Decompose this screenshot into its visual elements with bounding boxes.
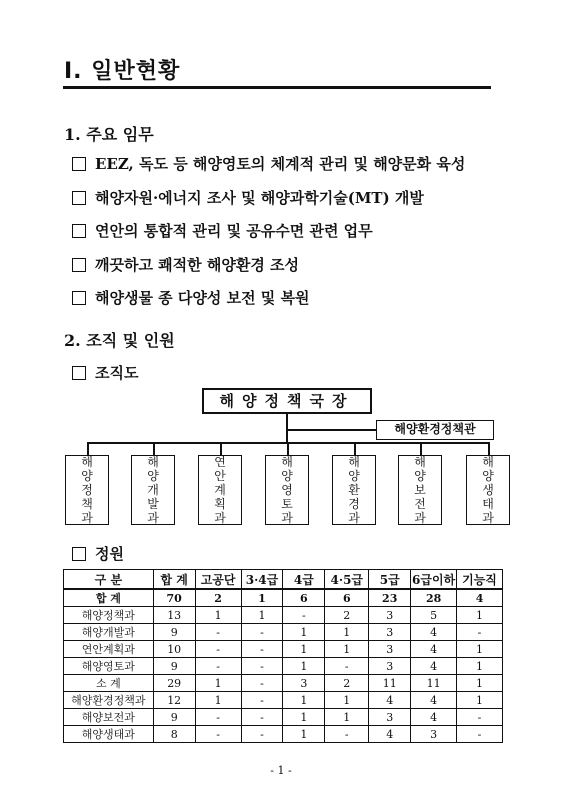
table-cell: - xyxy=(325,658,369,675)
table-header-row xyxy=(64,570,503,590)
table-cell: 5급 xyxy=(369,570,411,590)
table-cell: 4 xyxy=(411,709,457,726)
division-char: 해 xyxy=(414,455,426,469)
table-cell: 10 xyxy=(153,641,195,658)
table-cell: 11 xyxy=(411,675,457,692)
division-char: 과 xyxy=(414,511,426,525)
org-line xyxy=(87,442,490,444)
table-cell: 3 xyxy=(369,624,411,641)
table-cell: 기능직 xyxy=(457,570,503,590)
page-number: - 1 - xyxy=(270,764,292,777)
table-cell: 3 xyxy=(369,658,411,675)
division-char: 양 xyxy=(281,469,293,483)
staff-table xyxy=(63,569,503,743)
table-cell: 합 계 xyxy=(153,570,195,590)
table-cell: 11 xyxy=(369,675,411,692)
division-char: 과 xyxy=(482,511,494,525)
division-char: 과 xyxy=(81,511,93,525)
table-cell: - xyxy=(241,675,283,692)
table-cell: - xyxy=(195,624,241,641)
table-cell: 1 xyxy=(241,607,283,624)
table-row xyxy=(64,726,503,743)
table-cell: - xyxy=(195,658,241,675)
table-cell: 1 xyxy=(457,692,503,709)
division-char: 해 xyxy=(482,455,494,469)
org-division-box xyxy=(265,455,309,525)
table-cell: 2 xyxy=(325,607,369,624)
table-cell: - xyxy=(241,658,283,675)
table-cell: 소 계 xyxy=(64,675,154,692)
table-row xyxy=(64,709,503,726)
org-division-box xyxy=(131,455,175,525)
page-heading: Ⅰ. 일반현황 xyxy=(64,59,181,84)
division-char: 개 xyxy=(147,483,159,497)
table-cell: 해양보전과 xyxy=(64,709,154,726)
table-cell: 4 xyxy=(411,641,457,658)
table-cell: 1 xyxy=(283,624,325,641)
table-cell: 4 xyxy=(457,589,503,607)
table-cell: 1 xyxy=(325,692,369,709)
division-char: 양 xyxy=(482,469,494,483)
table-cell: 9 xyxy=(153,624,195,641)
table-cell: 1 xyxy=(195,607,241,624)
org-division-box xyxy=(332,455,376,525)
section-1-title: 1. 주요 임무 xyxy=(64,125,154,144)
mission-item-5: 해양생물 종 다양성 보전 및 복원 xyxy=(72,287,309,308)
checkbox-icon xyxy=(72,291,86,305)
table-cell: 70 xyxy=(153,589,195,607)
division-char: 계 xyxy=(214,483,226,497)
table-cell: 해양개발과 xyxy=(64,624,154,641)
mission-item-4: 깨끗하고 쾌적한 해양환경 조성 xyxy=(72,254,299,275)
division-char: 생 xyxy=(482,483,494,497)
table-cell: 9 xyxy=(153,709,195,726)
table-cell: 13 xyxy=(153,607,195,624)
table-cell: 1 xyxy=(283,692,325,709)
mission-item-3: 연안의 통합적 관리 및 공유수면 관련 업무 xyxy=(72,220,373,241)
table-cell: 해양생태과 xyxy=(64,726,154,743)
table-cell: 해양정책과 xyxy=(64,607,154,624)
division-char: 정 xyxy=(81,483,93,497)
table-cell: 1 xyxy=(457,658,503,675)
org-line xyxy=(488,442,490,455)
division-char: 과 xyxy=(348,511,360,525)
table-cell: 1 xyxy=(241,589,283,607)
org-division-box xyxy=(65,455,109,525)
table-cell: 해양환경정책과 xyxy=(64,692,154,709)
division-char: 연 xyxy=(214,455,226,469)
table-cell: - xyxy=(195,641,241,658)
division-char: 보 xyxy=(414,483,426,497)
division-char: 태 xyxy=(482,497,494,511)
division-char: 책 xyxy=(81,497,93,511)
section-2-title: 2. 조직 및 인원 xyxy=(64,331,175,350)
table-cell: 1 xyxy=(457,675,503,692)
division-char: 해 xyxy=(348,455,360,469)
table-cell: 해양영토과 xyxy=(64,658,154,675)
division-char: 영 xyxy=(281,483,293,497)
table-row xyxy=(64,641,503,658)
division-char: 양 xyxy=(81,469,93,483)
table-cell: - xyxy=(241,624,283,641)
table-cell: 2 xyxy=(325,675,369,692)
table-cell: 1 xyxy=(283,641,325,658)
division-char: 전 xyxy=(414,497,426,511)
org-division-box xyxy=(466,455,510,525)
table-cell: 3·4급 xyxy=(241,570,283,590)
staff-label: 정원 xyxy=(72,543,124,564)
org-line xyxy=(87,442,89,455)
table-cell: 8 xyxy=(153,726,195,743)
table-cell: 1 xyxy=(283,726,325,743)
division-char: 양 xyxy=(348,469,360,483)
table-cell: - xyxy=(241,709,283,726)
checkbox-icon xyxy=(72,258,86,272)
org-division-box xyxy=(198,455,242,525)
org-line xyxy=(153,442,155,455)
table-cell: 9 xyxy=(153,658,195,675)
table-cell: 합 계 xyxy=(64,589,154,607)
org-line xyxy=(286,429,378,431)
table-cell: 3 xyxy=(411,726,457,743)
checkbox-icon xyxy=(72,191,86,205)
table-cell: 6급이하 xyxy=(411,570,457,590)
checkbox-icon xyxy=(72,547,86,561)
table-cell: 고공단 xyxy=(195,570,241,590)
checkbox-icon xyxy=(72,366,86,380)
table-cell: 6 xyxy=(283,589,325,607)
org-line xyxy=(287,442,289,455)
table-cell: 1 xyxy=(283,709,325,726)
division-char: 과 xyxy=(214,511,226,525)
division-char: 토 xyxy=(281,497,293,511)
division-char: 해 xyxy=(281,455,293,469)
table-row xyxy=(64,658,503,675)
table-row xyxy=(64,607,503,624)
mission-item-1: EEZ, 독도 등 해양영토의 체계적 관리 및 해양문화 육성 xyxy=(72,153,465,174)
table-cell: - xyxy=(457,709,503,726)
table-cell: 1 xyxy=(325,709,369,726)
table-row xyxy=(64,675,503,692)
table-cell: 4 xyxy=(411,692,457,709)
table-cell: 4 xyxy=(411,658,457,675)
table-cell: 4 xyxy=(369,692,411,709)
table-cell: - xyxy=(241,641,283,658)
table-cell: 29 xyxy=(153,675,195,692)
table-cell: 1 xyxy=(283,658,325,675)
table-cell: 구 분 xyxy=(64,570,154,590)
table-cell: 4 xyxy=(411,624,457,641)
division-char: 과 xyxy=(147,511,159,525)
org-line xyxy=(420,442,422,455)
table-cell: 연안계획과 xyxy=(64,641,154,658)
table-cell: 3 xyxy=(283,675,325,692)
org-division-box xyxy=(398,455,442,525)
table-cell: 3 xyxy=(369,709,411,726)
division-char: 양 xyxy=(147,469,159,483)
table-cell: 3 xyxy=(369,641,411,658)
table-cell: 1 xyxy=(325,624,369,641)
checkbox-icon xyxy=(72,224,86,238)
table-cell: 23 xyxy=(369,589,411,607)
division-char: 해 xyxy=(147,455,159,469)
org-head-box: 해양정책국장 xyxy=(202,388,372,414)
table-row xyxy=(64,624,503,641)
division-char: 경 xyxy=(348,497,360,511)
table-cell: 5 xyxy=(411,607,457,624)
division-char: 획 xyxy=(214,497,226,511)
checkbox-icon xyxy=(72,157,86,171)
division-char: 환 xyxy=(348,483,360,497)
division-char: 안 xyxy=(214,469,226,483)
mission-item-2: 해양자원·에너지 조사 및 해양과학기술(MT) 개발 xyxy=(72,187,424,208)
org-chart-label: 조직도 xyxy=(72,362,138,383)
table-cell: - xyxy=(325,726,369,743)
table-cell: 1 xyxy=(195,692,241,709)
table-cell: 2 xyxy=(195,589,241,607)
table-cell: 4·5급 xyxy=(325,570,369,590)
division-char: 해 xyxy=(81,455,93,469)
table-cell: 28 xyxy=(411,589,457,607)
table-total-row xyxy=(64,589,503,607)
table-row xyxy=(64,692,503,709)
division-char: 양 xyxy=(414,469,426,483)
table-cell: 4 xyxy=(369,726,411,743)
org-line xyxy=(354,442,356,455)
table-cell: 6 xyxy=(325,589,369,607)
org-sub-box: 해양환경정책관 xyxy=(376,420,494,440)
table-cell: 1 xyxy=(325,641,369,658)
table-cell: - xyxy=(195,709,241,726)
table-cell: - xyxy=(457,726,503,743)
table-cell: 12 xyxy=(153,692,195,709)
table-cell: - xyxy=(283,607,325,624)
table-cell: 1 xyxy=(457,607,503,624)
table-cell: - xyxy=(457,624,503,641)
table-cell: 1 xyxy=(195,675,241,692)
table-cell: 4급 xyxy=(283,570,325,590)
heading-rule xyxy=(63,86,491,89)
table-cell: - xyxy=(195,726,241,743)
org-line xyxy=(220,442,222,455)
table-cell: - xyxy=(241,726,283,743)
org-line xyxy=(286,414,288,442)
table-cell: 3 xyxy=(369,607,411,624)
division-char: 발 xyxy=(147,497,159,511)
table-cell: 1 xyxy=(457,641,503,658)
division-char: 과 xyxy=(281,511,293,525)
table-cell: - xyxy=(241,692,283,709)
